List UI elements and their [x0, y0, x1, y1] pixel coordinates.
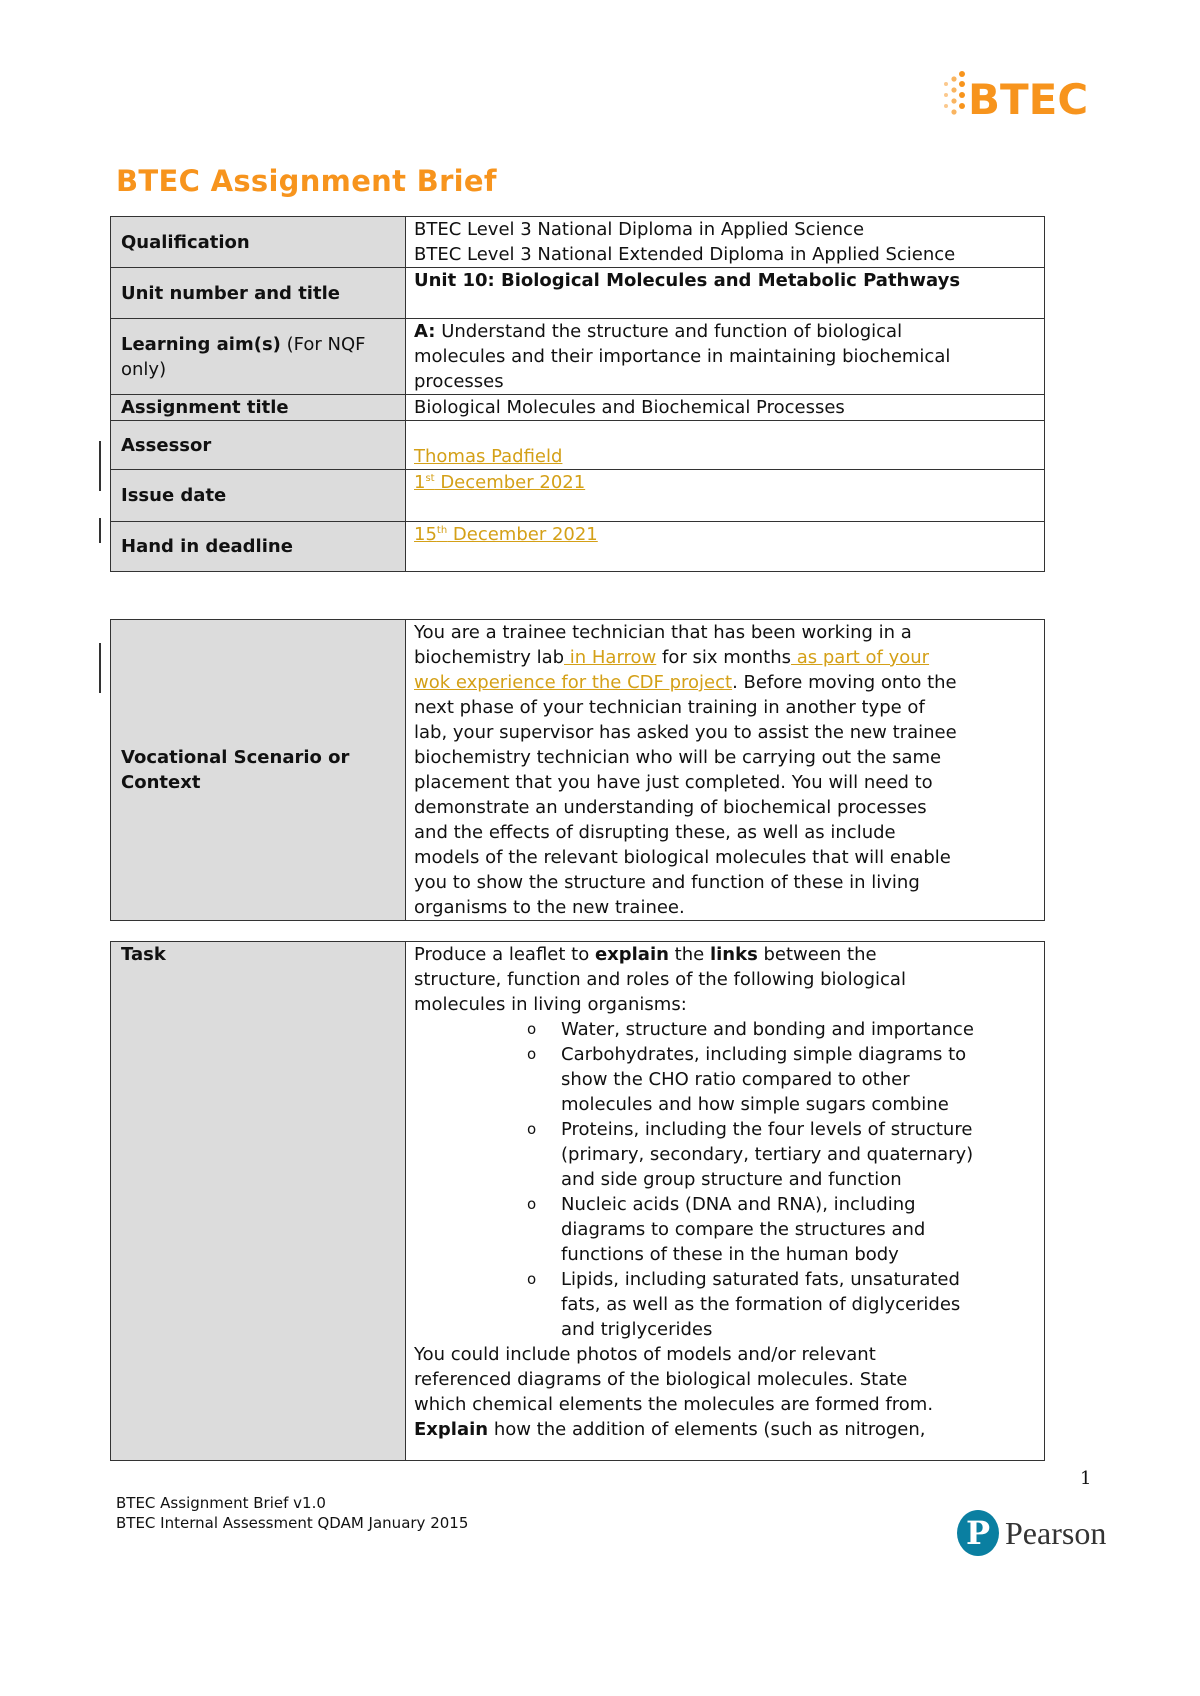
- page-title: BTEC Assignment Brief: [116, 164, 497, 198]
- scenario-line: [414, 620, 1036, 645]
- task-bullet-item: [414, 1267, 1036, 1292]
- btec-logo-text: BTEC: [968, 75, 1089, 118]
- text-segment: demonstrate an understanding of biochemical processes: [414, 797, 927, 818]
- deadline-label: Hand in deadline: [111, 522, 406, 572]
- row-deadline: [111, 522, 1045, 572]
- row-qualification: [111, 217, 1045, 268]
- scenario-line: [414, 645, 1036, 670]
- change-bar: [99, 518, 101, 543]
- text-segment: Carbohydrates, including simple diagrams to: [561, 1044, 967, 1065]
- text-segment: biochemistry lab: [414, 647, 565, 668]
- task-line: [414, 1242, 1036, 1267]
- scenario-line: [414, 770, 1036, 795]
- task-line: [414, 1317, 1036, 1342]
- pearson-wordmark: Pearson: [1005, 1514, 1107, 1551]
- learning-aim-label-bold: Learning aim(s): [121, 333, 281, 355]
- text-segment: between the: [757, 944, 877, 965]
- text-segment: . Before moving onto the: [732, 672, 957, 693]
- text-segment: how the addition of elements (such as nitrogen,: [488, 1419, 926, 1440]
- issue-date-link[interactable]: [414, 472, 585, 493]
- qualification-line: BTEC Level 3 National Diploma in Applied Science: [414, 219, 865, 240]
- task-line: [414, 1417, 1036, 1442]
- text-segment: You are a trainee technician that has been working in a: [414, 622, 912, 643]
- change-bar: [99, 441, 101, 491]
- page-number: 1: [1080, 1468, 1092, 1489]
- text-segment: referenced diagrams of the biological molecules. State: [414, 1369, 908, 1390]
- text-segment: structure, function and roles of the following biological: [414, 969, 906, 990]
- scenario-label: Vocational Scenario or Context: [111, 620, 406, 921]
- task-line: [414, 1142, 1036, 1167]
- text-segment: Produce a leaflet to: [414, 944, 595, 965]
- task-label: Task: [111, 942, 406, 1461]
- scenario-line: [414, 795, 1036, 820]
- task-line: [414, 1392, 1036, 1417]
- deadline-rest: December 2021: [447, 524, 598, 545]
- scenario-line: [414, 695, 1036, 720]
- btec-logo: [940, 70, 1090, 118]
- learning-aim-line: molecules and their importance in maintaining biochemical: [414, 346, 951, 367]
- text-segment: organisms to the new trainee.: [414, 897, 685, 918]
- text-segment: which chemical elements the molecules are formed from.: [414, 1394, 934, 1415]
- task-line: [414, 992, 1036, 1017]
- qualification-line: BTEC Level 3 National Extended Diploma in Applied Science: [414, 244, 956, 265]
- task-line: [414, 1342, 1036, 1367]
- task-bullet-item: [414, 1117, 1036, 1142]
- text-segment: molecules and how simple sugars combine: [561, 1094, 949, 1115]
- change-bar: [99, 643, 101, 693]
- inline-link[interactable]: in Harrow: [564, 647, 657, 668]
- scenario-text: [406, 620, 1045, 921]
- bullet-icon: o: [527, 1270, 537, 1288]
- task-line: [414, 1217, 1036, 1242]
- text-segment: Nucleic acids (DNA and RNA), including: [561, 1194, 916, 1215]
- text-segment: models of the relevant biological molecules that will enable: [414, 847, 951, 868]
- task-line: [414, 967, 1036, 992]
- text-segment: next phase of your technician training in another type of: [414, 697, 925, 718]
- bullet-icon: o: [527, 1120, 537, 1138]
- qualification-value: [406, 217, 1045, 268]
- footer-line: BTEC Assignment Brief v1.0: [116, 1494, 326, 1512]
- task-line: [414, 1367, 1036, 1392]
- deadline-day: 15: [414, 524, 437, 545]
- row-assignment-title: [111, 395, 1045, 421]
- bold-text: Explain: [414, 1419, 489, 1440]
- learning-aim-label-note: (For NQF only): [121, 333, 366, 380]
- text-segment: functions of these in the human body: [561, 1244, 899, 1265]
- task-line: [414, 942, 1036, 967]
- pearson-logo: [957, 1510, 1106, 1556]
- bold-text: explain: [594, 944, 669, 965]
- text-segment: and side group structure and function: [561, 1169, 902, 1190]
- deadline-link[interactable]: [414, 524, 598, 545]
- text-segment: fats, as well as the formation of diglycerides: [561, 1294, 961, 1315]
- assessor-label: Assessor: [111, 421, 406, 470]
- text-segment: and the effects of disrupting these, as well as include: [414, 822, 896, 843]
- text-segment: diagrams to compare the structures and: [561, 1219, 926, 1240]
- bold-text: links: [709, 944, 758, 965]
- task-bullet-item: [414, 1192, 1036, 1217]
- row-issue-date: [111, 470, 1045, 522]
- text-segment: the: [668, 944, 710, 965]
- learning-aim-value: [406, 319, 1045, 395]
- task-line: [414, 1092, 1036, 1117]
- row-learning-aim: [111, 319, 1045, 395]
- inline-link[interactable]: wok experience for the CDF project: [414, 672, 733, 693]
- task-bullet-item: [414, 1042, 1036, 1067]
- issue-date-suffix: st: [425, 473, 435, 484]
- learning-aim-line: Understand the structure and function of biological: [435, 321, 903, 342]
- assignment-title-value: Biological Molecules and Biochemical Processes: [406, 395, 1045, 421]
- unit-value: Unit 10: Biological Molecules and Metabolic Pathways: [406, 268, 1045, 319]
- text-segment: Water, structure and bonding and importance: [561, 1019, 974, 1040]
- bullet-icon: o: [527, 1020, 537, 1038]
- scenario-line: [414, 820, 1036, 845]
- text-segment: biochemistry technician who will be carrying out the same: [414, 747, 942, 768]
- deadline-suffix: th: [436, 525, 448, 536]
- footer: [116, 1493, 468, 1533]
- scenario-line: [414, 895, 1036, 920]
- task-line: [414, 1292, 1036, 1317]
- bullet-icon: o: [527, 1045, 537, 1063]
- text-segment: Lipids, including saturated fats, unsaturated: [561, 1269, 960, 1290]
- text-segment: (primary, secondary, tertiary and quaternary): [561, 1144, 974, 1165]
- pearson-mark-icon: P: [957, 1510, 999, 1556]
- task-text: [406, 942, 1045, 1461]
- text-segment: placement that you have just completed. You will need to: [414, 772, 933, 793]
- scenario-line: [414, 845, 1036, 870]
- task-line: [414, 1167, 1036, 1192]
- scenario-line: [414, 720, 1036, 745]
- text-segment: lab, your supervisor has asked you to assist the new trainee: [414, 722, 957, 743]
- text-segment: molecules in living organisms:: [414, 994, 687, 1015]
- text-segment: show the CHO ratio compared to other: [561, 1069, 910, 1090]
- issue-date-day: 1: [414, 472, 426, 493]
- row-assessor: [111, 421, 1045, 470]
- issue-date-rest: December 2021: [434, 472, 586, 493]
- learning-aim-line: processes: [414, 371, 504, 392]
- text-segment: You could include photos of models and/or relevant: [414, 1344, 876, 1365]
- task-line: [414, 1067, 1036, 1092]
- text-segment: and triglycerides: [561, 1319, 713, 1340]
- bullet-icon: o: [527, 1195, 537, 1213]
- footer-line: BTEC Internal Assessment QDAM January 2015: [116, 1514, 469, 1532]
- task-bullet-item: [414, 1017, 1036, 1042]
- assignment-title-label: Assignment title: [111, 395, 406, 421]
- row-unit: [111, 268, 1045, 319]
- scenario-line: [414, 870, 1036, 895]
- info-table: [110, 216, 1045, 572]
- scenario-line: [414, 745, 1036, 770]
- inline-link[interactable]: as part of your: [791, 647, 930, 668]
- assessor-link[interactable]: Thomas Padfield: [414, 446, 563, 467]
- learning-aim-label: [111, 319, 406, 395]
- scenario-line: [414, 670, 1036, 695]
- text-segment: you to show the structure and function of these in living: [414, 872, 920, 893]
- qualification-label: Qualification: [111, 217, 406, 268]
- issue-date-label: Issue date: [111, 470, 406, 522]
- learning-aim-prefix: A:: [414, 321, 436, 342]
- scenario-table: [110, 619, 1045, 921]
- task-table: [110, 941, 1045, 1461]
- text-segment: Proteins, including the four levels of structure: [561, 1119, 973, 1140]
- text-segment: for six months: [656, 647, 792, 668]
- unit-label: Unit number and title: [111, 268, 406, 319]
